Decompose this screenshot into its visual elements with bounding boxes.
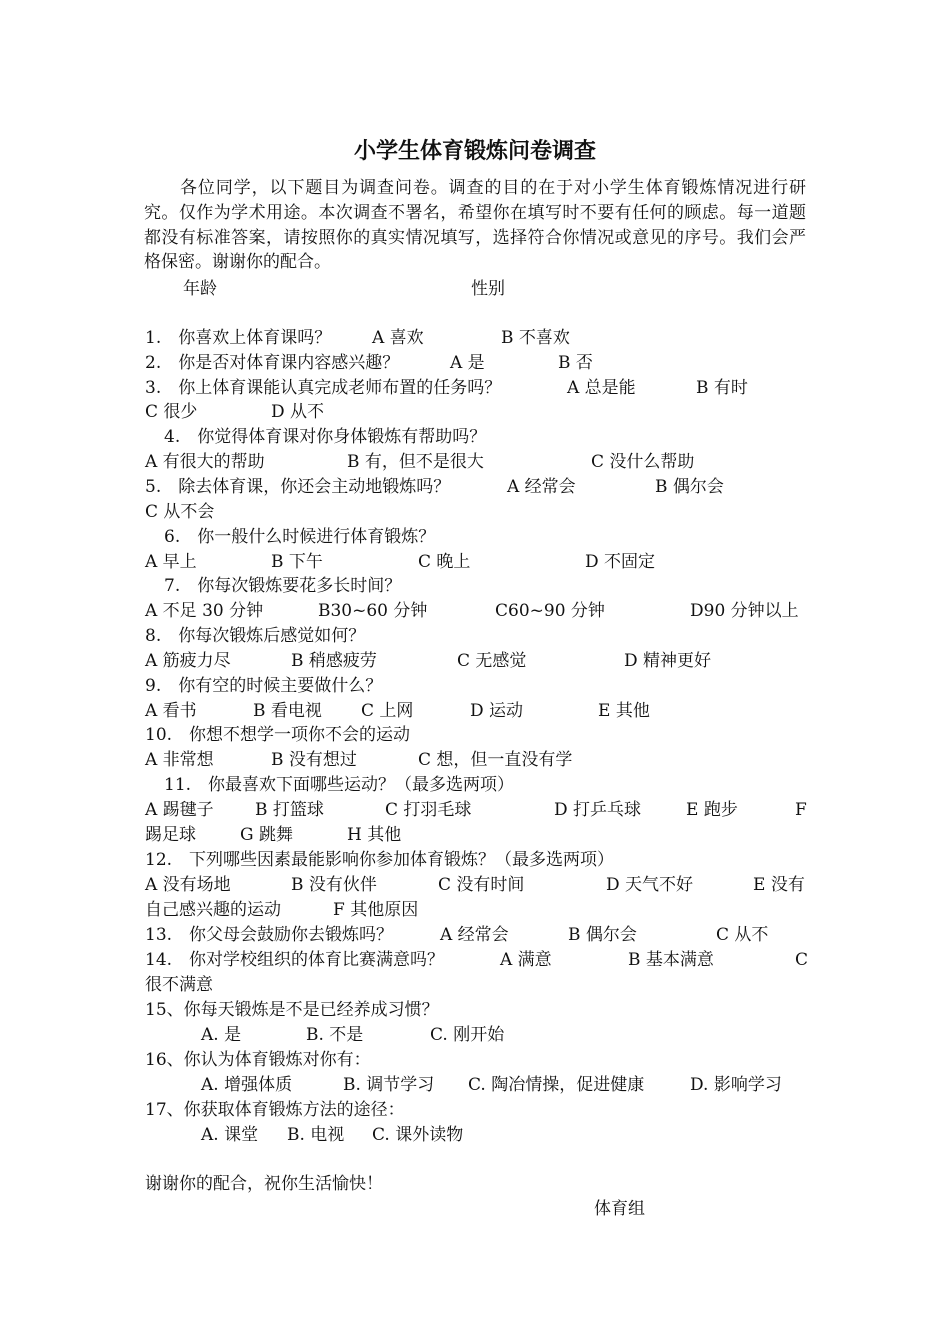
question-11-option-b: B 打篮球 — [255, 800, 324, 820]
question-7-option-b: B30~60 分钟 — [318, 601, 428, 621]
question-12-text: 12. 下列哪些因素最能影响你参加体育锻炼？（最多选两项） — [145, 850, 615, 870]
age-field-label: 年龄 — [183, 279, 217, 299]
question-12-option-c: C 没有时间 — [438, 875, 525, 895]
question-11-option-f-text: 踢足球 — [145, 825, 196, 845]
question-12-option-e-text: 自己感兴趣的运动 — [145, 900, 281, 920]
intro-paragraph: 各位同学，以下题目为调查问卷。调查的目的在于对小学生体育锻炼情况进行研究。仅作为学术用途。本次调查不署名，希望你在填写时不要有任何的顾虑。每一道题都没有标准答案，请按照你的真实情况填写，选择符合你情况或意见的序号。我们会严格保密。谢谢你的配合。 — [144, 178, 806, 273]
question-16-option-c: C. 陶冶情操，促进健康 — [468, 1075, 645, 1095]
question-17-option-b: B. 电视 — [287, 1125, 345, 1145]
question-13-option-a: A 经常会 — [440, 925, 509, 945]
question-11-option-h: H 其他 — [347, 825, 402, 845]
question-11-option-c: C 打羽毛球 — [385, 800, 472, 820]
question-3-option-b: B 有时 — [696, 378, 748, 398]
question-6-option-b: B 下午 — [271, 552, 323, 572]
question-15-option-b: B. 不是 — [306, 1025, 364, 1045]
question-12-option-b: B 没有伙伴 — [291, 875, 377, 895]
question-2-option-b: B 否 — [558, 353, 593, 373]
question-12-option-e-letter: E 没有 — [753, 875, 805, 895]
question-9-option-e: E 其他 — [598, 701, 650, 721]
question-8-option-b: B 稍感疲劳 — [291, 651, 377, 671]
question-16-option-a: A. 增强体质 — [201, 1075, 293, 1095]
question-12-option-d: D 天气不好 — [606, 875, 694, 895]
question-9-option-d: D 运动 — [470, 701, 524, 721]
question-17-option-c: C. 课外读物 — [372, 1125, 464, 1145]
question-5-option-a: A 经常会 — [507, 477, 576, 497]
question-11-option-g: G 跳舞 — [240, 825, 293, 845]
question-10-option-a: A 非常想 — [145, 750, 214, 770]
question-4-option-c: C 没什么帮助 — [591, 452, 695, 472]
question-7-option-d: D90 分钟以上 — [690, 601, 799, 621]
question-14-option-b: B 基本满意 — [628, 950, 714, 970]
question-8-option-c: C 无感觉 — [457, 651, 527, 671]
signature: 体育组 — [594, 1199, 645, 1219]
question-11-text: 11. 你最喜欢下面哪些运动？（最多选两项） — [164, 775, 515, 795]
question-2-option-a: A 是 — [450, 353, 485, 373]
question-14-option-c-letter: C — [795, 950, 809, 970]
question-1-text: 1. 你喜欢上体育课吗？ — [145, 328, 332, 348]
closing-message: 谢谢你的配合，祝你生活愉快！ — [145, 1174, 383, 1194]
question-16-text: 16、你认为体育锻炼对你有： — [145, 1050, 371, 1070]
question-6-option-d: D 不固定 — [585, 552, 656, 572]
question-11-option-a: A 踢毽子 — [145, 800, 214, 820]
question-15-text: 15、你每天锻炼是不是已经养成习惯？ — [145, 1000, 439, 1020]
question-6-text: 6. 你一般什么时候进行体育锻炼？ — [164, 527, 436, 547]
question-6-option-a: A 早上 — [145, 552, 197, 572]
question-12-option-f: F 其他原因 — [333, 900, 419, 920]
question-3-option-d: D 从不 — [271, 402, 325, 422]
document-title: 小学生体育锻炼问卷调查 — [353, 138, 596, 164]
question-3-option-c: C 很少 — [145, 402, 198, 422]
question-9-option-b: B 看电视 — [253, 701, 322, 721]
question-14-option-a: A 满意 — [500, 950, 552, 970]
question-8-option-d: D 精神更好 — [624, 651, 712, 671]
question-11-option-e: E 跑步 — [686, 800, 738, 820]
question-7-text: 7. 你每次锻炼要花多长时间？ — [164, 576, 402, 596]
question-14-option-c-text: 很不满意 — [145, 975, 213, 995]
question-9-text: 9. 你有空的时候主要做什么？ — [145, 676, 383, 696]
question-5-text: 5. 除去体育课，你还会主动地锻炼吗？ — [145, 477, 451, 497]
question-10-option-c: C 想，但一直没有学 — [418, 750, 573, 770]
question-1-option-a: A 喜欢 — [372, 328, 424, 348]
question-7-option-c: C60~90 分钟 — [495, 601, 605, 621]
question-16-option-b: B. 调节学习 — [343, 1075, 435, 1095]
question-13-text: 13. 你父母会鼓励你去锻炼吗？ — [145, 925, 394, 945]
question-17-option-a: A. 课堂 — [201, 1125, 259, 1145]
question-1-option-b: B 不喜欢 — [501, 328, 570, 348]
question-4-option-a: A 有很大的帮助 — [145, 452, 265, 472]
question-11-option-f-letter: F — [795, 800, 807, 820]
question-5-option-b: B 偶尔会 — [655, 477, 724, 497]
question-12-option-a: A 没有场地 — [145, 875, 231, 895]
question-3-option-a: A 总是能 — [567, 378, 636, 398]
question-15-option-c: C. 刚开始 — [430, 1025, 505, 1045]
question-9-option-c: C 上网 — [361, 701, 414, 721]
question-3-text: 3. 你上体育课能认真完成老师布置的任务吗？ — [145, 378, 502, 398]
question-17-text: 17、你获取体育锻炼方法的途径： — [145, 1100, 405, 1120]
question-13-option-b: B 偶尔会 — [568, 925, 637, 945]
question-8-text: 8. 你每次锻炼后感觉如何？ — [145, 626, 366, 646]
question-5-option-c: C 从不会 — [145, 502, 215, 522]
question-7-option-a: A 不足 30 分钟 — [145, 601, 264, 621]
question-8-option-a: A 筋疲力尽 — [145, 651, 231, 671]
question-10-option-b: B 没有想过 — [271, 750, 357, 770]
question-9-option-a: A 看书 — [145, 701, 197, 721]
question-13-option-c: C 从不 — [716, 925, 769, 945]
question-2-text: 2. 你是否对体育课内容感兴趣？ — [145, 353, 400, 373]
question-10-text: 10. 你想不想学一项你不会的运动 — [145, 725, 411, 745]
question-15-option-a: A. 是 — [201, 1025, 242, 1045]
question-4-option-b: B 有，但不是很大 — [347, 452, 484, 472]
question-16-option-d: D. 影响学习 — [690, 1075, 782, 1095]
question-11-option-d: D 打乒乓球 — [554, 800, 642, 820]
gender-field-label: 性别 — [471, 279, 505, 299]
question-4-text: 4. 你觉得体育课对你身体锻炼有帮助吗？ — [164, 427, 487, 447]
question-14-text: 14. 你对学校组织的体育比赛满意吗？ — [145, 950, 445, 970]
question-6-option-c: C 晚上 — [418, 552, 471, 572]
